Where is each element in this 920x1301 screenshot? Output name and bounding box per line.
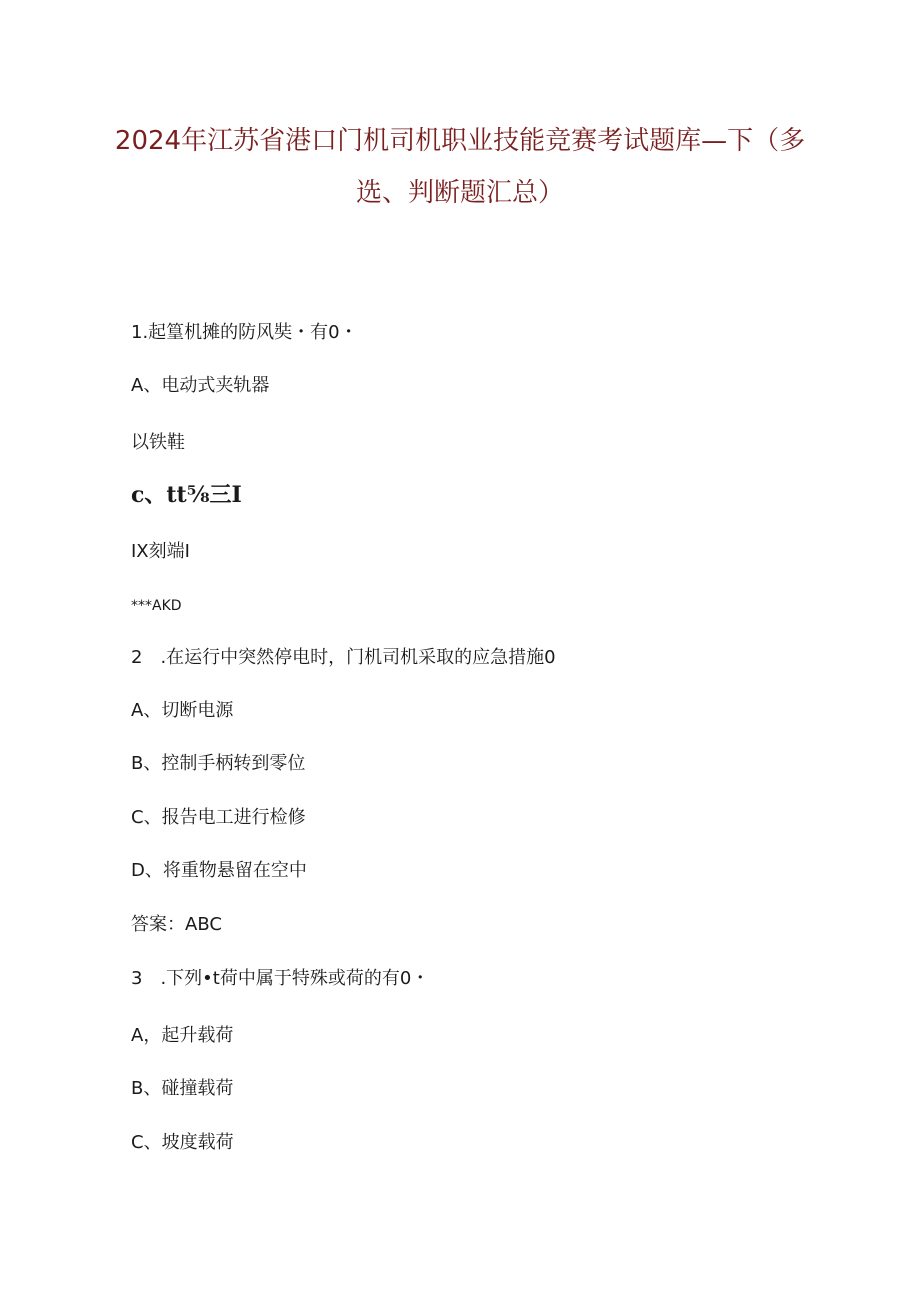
question-3-option-b: B、碰撞载荷 bbox=[131, 1078, 234, 1099]
question-1-option-d: IX刻端I bbox=[131, 541, 190, 562]
question-2-option-a: A、切断电源 bbox=[131, 700, 234, 721]
question-3-stem: 3 .下列•t荷中属于特殊或荷的有0・ bbox=[131, 968, 430, 989]
question-1-stem: 1.起篁机摊的防风奘・有0・ bbox=[131, 322, 358, 343]
document-title-line-2: 选、判断题汇总） bbox=[355, 178, 564, 208]
question-2-stem: 2 .在运行中突然停电时，门机司机采取的应急措施0 bbox=[131, 647, 556, 668]
question-1-option-a: A、电动式夹轨器 bbox=[131, 375, 270, 396]
question-1-option-c: c、tt⅝三I bbox=[131, 482, 242, 508]
question-1-answer: ***AKD bbox=[131, 598, 182, 614]
question-3-option-a: A，起升载荷 bbox=[131, 1025, 234, 1046]
question-2-option-c: C、报告电工进行检修 bbox=[131, 807, 306, 828]
question-1-option-b: 以铁鞋 bbox=[131, 432, 185, 453]
question-2-answer: 答案：ABC bbox=[131, 914, 222, 935]
question-2-option-d: D、将重物悬留在空中 bbox=[131, 860, 307, 881]
question-2-option-b: B、控制手柄转到零位 bbox=[131, 753, 306, 774]
question-3-option-c: C、坡度载荷 bbox=[131, 1132, 234, 1153]
document-title-line-1: 2024年江苏省港口门机司机职业技能竞赛考试题库—下（多 bbox=[114, 126, 806, 156]
